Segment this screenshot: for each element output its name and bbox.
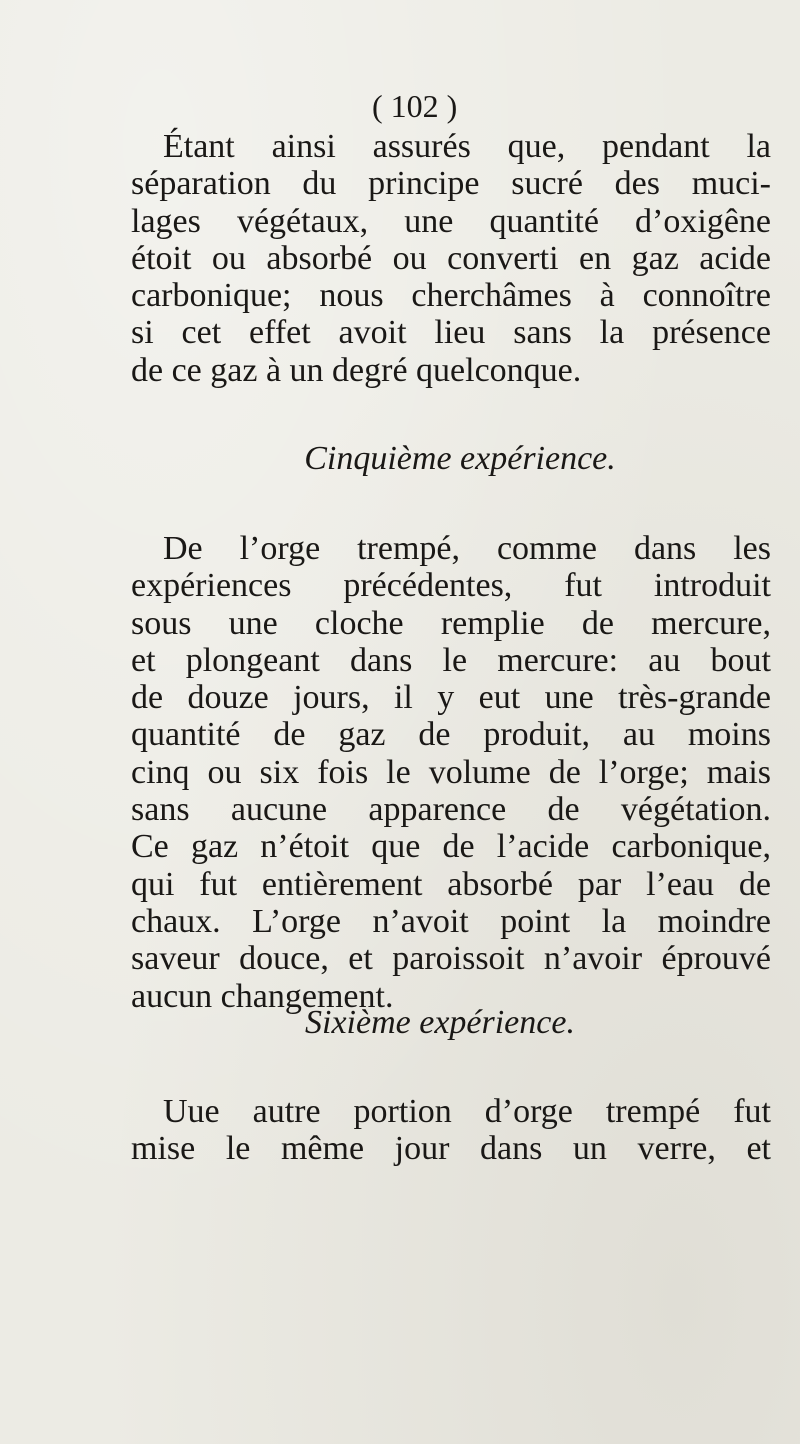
text-line: chaux. L’orge n’avoit point la moindre: [131, 902, 771, 940]
text-line: séparation du principe sucré des muci-: [131, 165, 771, 203]
text-line: et plongeant dans le mercure: au bout: [131, 641, 771, 679]
section-heading-5: Cinquième expérience.: [304, 440, 616, 477]
text-line: de douze jours, il y eut une très-grande: [131, 679, 771, 717]
text-line: saveur douce, et paroissoit n’avoir éprouvé: [131, 940, 771, 978]
text-line: sans aucune apparence de végétation.: [131, 791, 771, 829]
text-line: De l’orge trempé, comme dans les: [163, 530, 771, 567]
text-line: de ce gaz à un degré quelconque.: [131, 351, 582, 389]
text-line: carbonique; nous cherchâmes à connoître: [131, 277, 771, 315]
text-line: quantité de gaz de produit, au moins: [131, 716, 771, 754]
page-number: ( 102 ): [372, 88, 458, 124]
text-line: sous une cloche remplie de mercure,: [131, 604, 771, 642]
text-line: expériences précédentes, fut introduit: [131, 567, 771, 605]
text-line: Ce gaz n’étoit que de l’acide carbonique,: [131, 828, 771, 866]
paragraph-1: [131, 128, 771, 389]
text-line: mise le même jour dans un verre, et: [131, 1130, 771, 1168]
paragraph-3: [131, 1093, 771, 1168]
text-line: étoit ou absorbé ou converti en gaz acide: [131, 239, 771, 277]
paragraph-2: [131, 530, 771, 1015]
text-line: si cet effet avoit lieu sans la présence: [131, 314, 771, 352]
text-line: Uue autre portion d’orge trempé fut: [163, 1093, 771, 1130]
text-line: aucun changement.: [131, 977, 394, 1015]
text-line: cinq ou six fois le volume de l’orge; mais: [131, 753, 771, 791]
section-heading-6: Sixième expérience.: [305, 1004, 575, 1041]
text-line: lages végétaux, une quantité d’oxigêne: [131, 202, 771, 240]
text-line: Étant ainsi assurés que, pendant la: [163, 128, 771, 165]
text-line: qui fut entièrement absorbé par l’eau de: [131, 865, 771, 903]
